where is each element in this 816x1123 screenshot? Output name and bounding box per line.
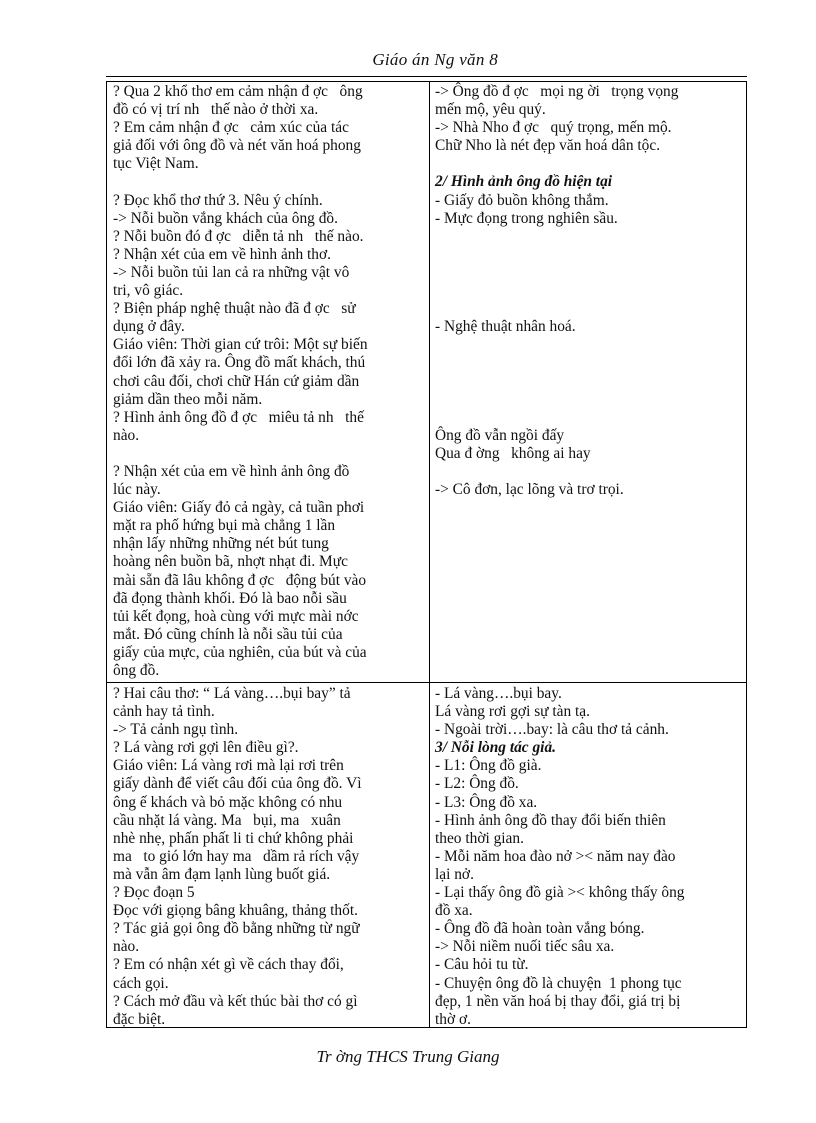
text-line: giảm dần theo mỗi năm. [113, 390, 263, 408]
blank-line [435, 409, 743, 427]
text-line: ? Em có nhận xét gì về cách thay đổi, [113, 956, 344, 974]
blank-line [435, 463, 743, 481]
text-line: ? Biện pháp nghệ thuật nào đã đ ợc sử [113, 300, 356, 318]
text-line: nhận lấy những những nét bút tung [113, 535, 329, 553]
blank-line [435, 300, 743, 318]
text-line: giấy dành để viết câu đối của ông đồ. Vì [113, 775, 362, 793]
text-line: - Câu hỏi tu từ. [435, 956, 529, 974]
text-line: lại nở. [435, 865, 474, 883]
blank-line [435, 155, 743, 173]
text-line: -> Nỗi buồn vắng khách của ông đồ. [113, 209, 338, 227]
text-line: Qua đ ờng không ai hay [435, 444, 591, 462]
text-line: -> Ông đồ đ ợc mọi ng ời trọng vọng [435, 83, 679, 100]
text-line: đẹp, 1 nền văn hoá bị thay đổi, giá trị bị [435, 992, 681, 1010]
text-line: -> Tả cảnh ngụ tình. [113, 721, 239, 739]
text-line: ông đồ. [113, 662, 160, 679]
text-line: - Lại thấy ông đồ già >< không thấy ông [435, 884, 685, 902]
blank-line [435, 373, 743, 391]
text-line: mắt. Đó cũng chính là nỗi sầu tủi của [113, 625, 343, 643]
blank-line [435, 354, 743, 372]
text-line: Giáo viên: Giấy đỏ cả ngày, cả tuần phơi [113, 499, 365, 517]
text-line: - Ngoài trời….bay: là câu thơ tả cảnh. [435, 721, 669, 739]
text-line: cảnh hay tả tình. [113, 703, 215, 721]
text-line: nào. [113, 426, 140, 444]
blank-line [435, 391, 743, 409]
blank-line [113, 173, 425, 191]
text-line: ? Lá vàng rơi gợi lên điều gì?. [113, 739, 299, 757]
text-line: ? Hai câu thơ: “ Lá vàng….bụi bay” tả [113, 685, 351, 702]
text-line: Chữ Nho là nét đẹp văn hoá dân tộc. [435, 137, 661, 155]
text-line: ? Nhận xét của em về hình ảnh ông đồ [113, 462, 350, 480]
text-line: ? Cách mở đầu và kết thúc bài thơ có gì [113, 992, 358, 1010]
text-line: - Lá vàng….bụi bay. [435, 685, 562, 702]
text-line: - L3: Ông đồ xa. [435, 793, 538, 811]
text-line: tri, vô giác. [113, 282, 184, 300]
blank-line [435, 336, 743, 354]
text-line: ? Nỗi buồn đó đ ợc diễn tả nh thế nào. [113, 227, 364, 245]
blank-line [435, 264, 743, 282]
text-line: mến mộ, yêu quý. [435, 101, 546, 119]
row-2-left-cell [113, 685, 425, 1029]
text-line: Lá vàng rơi gợi sự tàn tạ. [435, 703, 590, 721]
column-divider [429, 82, 430, 1027]
text-line: mặt ra phố hứng bụi mà chẳng 1 lần [113, 517, 336, 535]
row-divider [107, 682, 746, 683]
text-line: theo thời gian. [435, 829, 524, 847]
text-line: - Chuyện ông đồ là chuyện 1 phong tục [435, 974, 682, 992]
lesson-table [106, 81, 747, 1028]
text-line: ? Đọc khổ thơ thứ 3. Nêu ý chính. [113, 191, 323, 209]
blank-line [435, 282, 743, 300]
blank-line [435, 246, 743, 264]
text-line: đặc biệt. [113, 1010, 166, 1028]
text-line: tục Việt Nam. [113, 155, 199, 173]
text-line: cầu nhặt lá vàng. Ma bụi, ma xuân [113, 811, 341, 829]
text-line: nào. [113, 938, 140, 956]
text-line: - L1: Ông đồ già. [435, 757, 542, 775]
text-line: - Ông đồ đã hoàn toàn vắng bóng. [435, 920, 645, 938]
blank-line [435, 228, 743, 246]
text-line: Giáo viên: Lá vàng rơi mà lại rơi trên [113, 757, 344, 775]
text-line: -> Nhà Nho đ ợc quý trọng, mến mộ. [435, 119, 672, 137]
blank-line [113, 445, 425, 463]
text-line: chơi câu đối, chơi chữ Hán cứ giảm dần [113, 372, 360, 390]
header-title: Giáo án Ng văn 8 [372, 50, 498, 69]
text-line: mà vẫn âm đạm lạnh lùng buốt giá. [113, 865, 331, 883]
row-1-left-cell [113, 83, 425, 680]
text-line: ? Đọc đoạn 5 [113, 884, 195, 902]
text-line: ma to gió lớn hay ma dầm rả rích vậy [113, 847, 360, 865]
text-line: -> Nỗi niềm nuối tiếc sâu xa. [435, 938, 615, 956]
row-2-right-cell [435, 685, 743, 1029]
section-heading: 2/ Hình ảnh ông đồ hiện tại [435, 173, 613, 191]
text-line: giả đối với ông đồ và nét văn hoá phong [113, 137, 361, 155]
text-line: - Mỗi năm hoa đào nở >< năm nay đào [435, 847, 676, 865]
text-line: - Mực đọng trong nghiên sầu. [435, 209, 618, 227]
row-1-right-cell [435, 83, 743, 499]
page-footer: Tr ờng THCS Trung Giang [316, 1047, 500, 1066]
text-line: -> Cô đơn, lạc lõng và trơ trọi. [435, 481, 624, 499]
text-line: Ông đồ vẫn ngồi đấy [435, 426, 565, 444]
text-line: -> Nỗi buồn tủi lan cả ra những vật vô [113, 263, 350, 281]
text-line: - Nghệ thuật nhân hoá. [435, 318, 576, 336]
text-line: đã đọng thành khối. Đó là bao nỗi sầu [113, 589, 347, 607]
text-line: đồ có vị trí nh thế nào ở thời xa. [113, 101, 319, 119]
text-line: ? Qua 2 khổ thơ em cảm nhận đ ợc ông [113, 83, 363, 100]
text-line: ông ế khách và bỏ mặc không có nhu [113, 793, 343, 811]
text-line: tủi kết đọng, hoà cùng với mực mài nớc [113, 607, 359, 625]
text-line: ? Em cảm nhận đ ợc cảm xúc của tác [113, 119, 349, 137]
text-line: Đọc với giọng bâng khuâng, thảng thốt. [113, 902, 358, 920]
text-line: thờ ơ. [435, 1010, 471, 1028]
section-heading: 3/ Nỗi lòng tác giả. [435, 739, 556, 757]
text-line: mài sẵn đã lâu không đ ợc động bút vào [113, 571, 367, 589]
text-line: ? Hình ảnh ông đồ đ ợc miêu tả nh thế [113, 408, 364, 426]
text-line: - L2: Ông đồ. [435, 775, 519, 793]
text-line: giấy của mực, của nghiên, của bút và của [113, 643, 367, 661]
text-line: lúc này. [113, 481, 161, 499]
text-line: hoàng nên buồn bã, nhợt nhạt đi. Mực [113, 553, 348, 571]
text-line: Giáo viên: Thời gian cứ trôi: Một sự biến [113, 336, 368, 354]
text-line: đồ xa. [435, 902, 473, 920]
text-line: ? Nhận xét của em về hình ảnh thơ. [113, 245, 331, 263]
text-line: dụng ở đây. [113, 318, 185, 336]
text-line: cách gọi. [113, 974, 169, 992]
text-line: đổi lớn đã xảy ra. Ông đồ mất khách, thú [113, 354, 366, 372]
text-line: nhè nhẹ, phấn phất li ti chứ không phải [113, 829, 354, 847]
header-rule [106, 76, 747, 77]
text-line: - Hình ảnh ông đồ thay đổi biến thiên [435, 811, 666, 829]
text-line: ? Tác giả gọi ông đồ bằng những từ ngữ [113, 920, 360, 938]
text-line: - Giấy đỏ buồn không thắm. [435, 191, 609, 209]
